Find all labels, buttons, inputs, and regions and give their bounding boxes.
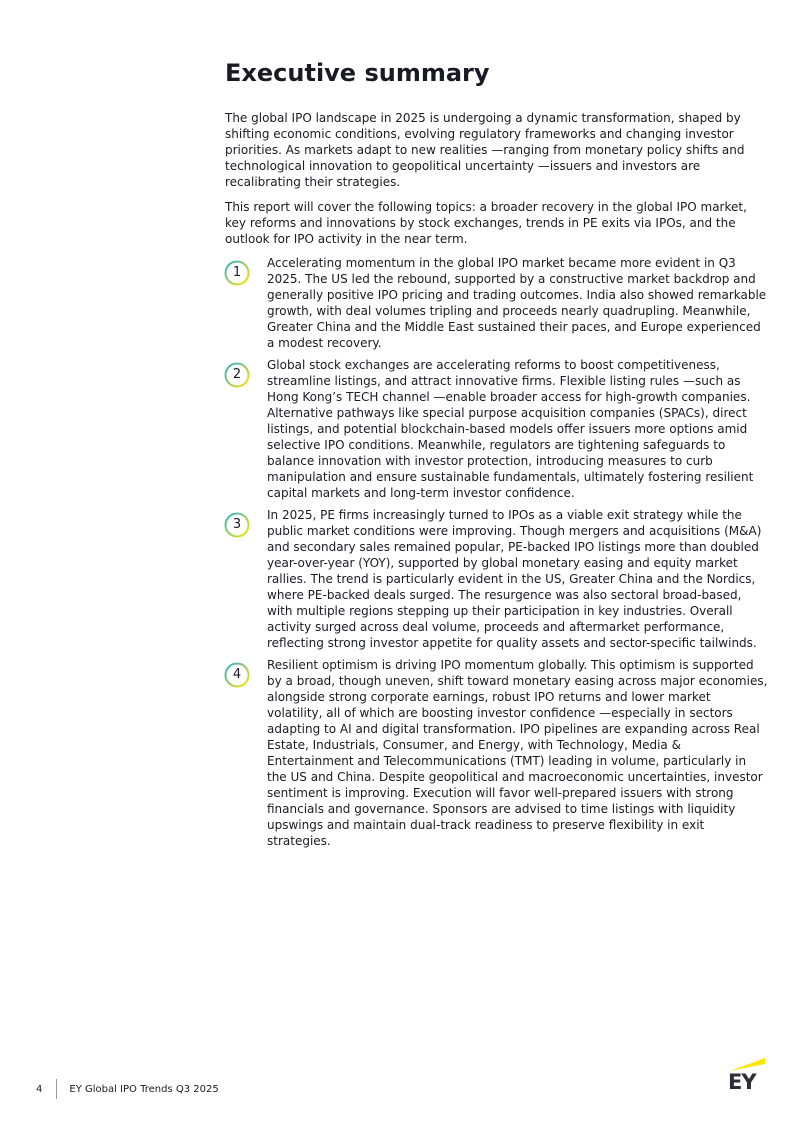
numbered-circle-icon xyxy=(224,662,250,688)
summary-item-3 xyxy=(223,507,768,651)
item-number: 4 xyxy=(232,667,242,682)
summary-item-4 xyxy=(223,657,768,849)
summary-item-text: Global stock exchanges are accelerating reforms to boost competitiveness, streamline listings, and attract innovative firms. Flexible listing rules —such as Hong Kong’s TECH channel —enable broader access for high-growth companies. Alternative pathways like special purpose acquisition companies (SPACs), direct listings, and potential blockchain-based models offer issuers more options amid selective IPO conditions. Meanwhile, regulators are tightening safeguards to balance innovation with investor protection, introducing measures to curb manipulation and ensure sustainable fundamentals, ultimately fostering resilient capital markets and long-term investor confidence. xyxy=(267,358,754,500)
summary-item-text: Accelerating momentum in the global IPO market became more evident in Q3 2025. The US led the rebound, supported by a constructive market backdrop and generally positive IPO pricing and trading outcomes. India also showed remarkable growth, with deal volumes tripling and proceeds nearly quadrupling. Meanwhile, Greater China and the Middle East sustained their paces, and Europe experienced a modest recovery. xyxy=(267,256,767,350)
numbered-circle-icon xyxy=(224,260,250,286)
ey-logo-text: EY xyxy=(728,1070,756,1094)
summary-item-1 xyxy=(223,255,768,351)
summary-list xyxy=(223,255,768,855)
item-number: 1 xyxy=(232,265,242,280)
summary-item-text: In 2025, PE firms increasingly turned to IPOs as a viable exit strategy while the public market conditions were improving. Though mergers and acquisitions (M&A) and secondary sales remained popular, PE-backed IPO listings more than doubled year-over-year (YOY), supported by global monetary easing and equity market rallies. The trend is particularly evident in the US, Greater China and the Nordics, where PE-backed deals surged. The resurgence was also sectoral broad-based, with multiple regions stepping up their participation in key industries. Overall activity surged across deal volume, proceeds and aftermarket performance, reflecting strong investor appetite for quality assets and sector-specific tailwinds. xyxy=(267,508,762,650)
summary-item-text: Resilient optimism is driving IPO momentum globally. This optimism is supported by a broad, though uneven, shift toward monetary easing across major economies, alongside strong corporate earnings, robust IPO returns and lower market volatility, all of which are boosting investor confidence —especially in sectors adapting to AI and digital transformation. IPO pipelines are expanding across Real Estate, Industrials, Consumer, and Energy, with Technology, Media & Entertainment and Telecommunications (TMT) leading in volume, particularly in the US and China. Despite geopolitical and macroeconomic uncertainties, investor sentiment is improving. Execution will favor well-prepared issuers with strong financials and governance. Sponsors are advised to time listings with liquidity upswings and maintain dual-track readiness to preserve flexibility in exit strategies. xyxy=(267,658,768,848)
page-number: 4 xyxy=(36,1083,43,1095)
numbered-circle-icon xyxy=(224,362,250,388)
footer-divider xyxy=(56,1079,57,1099)
page-footer xyxy=(36,1079,219,1099)
summary-item-2 xyxy=(223,357,768,501)
item-number: 2 xyxy=(232,367,242,382)
page-title: Executive summary xyxy=(225,59,490,87)
item-number: 3 xyxy=(232,517,242,532)
numbered-circle-icon xyxy=(224,512,250,538)
intro-paragraph-1: The global IPO landscape in 2025 is undergoing a dynamic transformation, shaped by shifting economic conditions, evolving regulatory frameworks and changing investor priorities. As markets adapt to new realities —ranging from monetary policy shifts and technological innovation to geopolitical uncertainty —issuers and investors are recalibrating their strategies. xyxy=(225,111,745,189)
publication-title: EY Global IPO Trends Q3 2025 xyxy=(69,1083,219,1095)
intro-paragraph-2: This report will cover the following topics: a broader recovery in the global IPO market, key reforms and innovations by stock exchanges, trends in PE exits via IPOs, and the outlook for IPO activity in the near term. xyxy=(225,200,747,246)
